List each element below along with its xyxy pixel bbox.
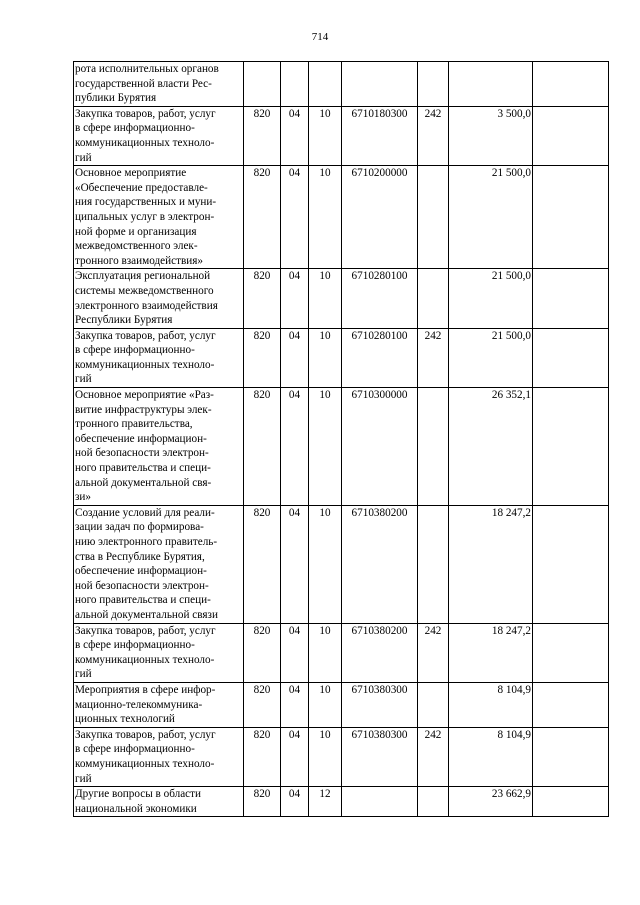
subsection-code-cell: 10: [309, 727, 342, 786]
subsection-code-cell: 10: [309, 328, 342, 387]
extra-cell: [533, 166, 609, 269]
section-code-cell: [281, 62, 309, 107]
item-name-line: Закупка товаров, работ, услуг: [75, 728, 216, 741]
amount-cell: 3 500,0: [449, 106, 533, 165]
extra-cell: [533, 787, 609, 817]
item-name-line: зации задач по формирова-: [75, 521, 204, 534]
table-row: [74, 269, 609, 328]
item-name-cell: [74, 787, 244, 817]
item-name-cell: [74, 62, 244, 107]
target-article-cell: 6710200000: [342, 166, 418, 269]
table-row: [74, 623, 609, 682]
item-name-line: гий: [75, 668, 92, 681]
target-article-cell: 6710380200: [342, 623, 418, 682]
amount-cell: 21 500,0: [449, 328, 533, 387]
item-name-line: в сфере информационно-: [75, 122, 195, 135]
item-name-line: гий: [75, 373, 92, 386]
table-row: [74, 787, 609, 817]
subsection-code-cell: 10: [309, 166, 342, 269]
item-name-line: зи»: [75, 491, 92, 504]
target-article-cell: 6710180300: [342, 106, 418, 165]
table-row: [74, 166, 609, 269]
table-row: [74, 106, 609, 165]
item-name-cell: [74, 166, 244, 269]
ministry-code-cell: [244, 62, 281, 107]
subsection-code-cell: 10: [309, 623, 342, 682]
budget-table-body: [74, 62, 609, 817]
item-name-line: Основное мероприятие «Раз-: [75, 389, 214, 402]
subsection-code-cell: 10: [309, 505, 342, 623]
expense-type-cell: [418, 62, 449, 107]
item-name-line: Создание условий для реали-: [75, 506, 215, 519]
amount-cell: 8 104,9: [449, 682, 533, 727]
ministry-code-cell: 820: [244, 505, 281, 623]
item-name-line: государственной власти Рес-: [75, 77, 212, 90]
target-article-cell: [342, 787, 418, 817]
item-name-cell: [74, 269, 244, 328]
table-row: [74, 505, 609, 623]
amount-cell: 18 247,2: [449, 505, 533, 623]
item-name-line: Другие вопросы в области: [75, 788, 202, 801]
target-article-cell: 6710380300: [342, 682, 418, 727]
ministry-code-cell: 820: [244, 787, 281, 817]
item-name-line: Республики Бурятия: [75, 314, 173, 327]
section-code-cell: 04: [281, 269, 309, 328]
item-name-line: тронного правительства,: [75, 418, 193, 431]
item-name-line: Закупка товаров, работ, услуг: [75, 624, 216, 637]
ministry-code-cell: 820: [244, 106, 281, 165]
subsection-code-cell: 10: [309, 682, 342, 727]
budget-table: [73, 61, 609, 817]
expense-type-cell: [418, 505, 449, 623]
amount-cell: 8 104,9: [449, 727, 533, 786]
item-name-cell: [74, 623, 244, 682]
ministry-code-cell: 820: [244, 623, 281, 682]
item-name-line: публики Бурятия: [75, 92, 157, 105]
expense-type-cell: 242: [418, 623, 449, 682]
section-code-cell: 04: [281, 388, 309, 506]
item-name-line: рота исполнительных органов: [75, 63, 219, 75]
section-code-cell: 04: [281, 727, 309, 786]
item-name-line: «Обеспечение предоставле-: [75, 181, 208, 194]
extra-cell: [533, 62, 609, 107]
extra-cell: [533, 727, 609, 786]
ministry-code-cell: 820: [244, 328, 281, 387]
expense-type-cell: 242: [418, 727, 449, 786]
item-name-line: коммуникационных техноло-: [75, 757, 215, 770]
table-row: [74, 62, 609, 107]
ministry-code-cell: 820: [244, 727, 281, 786]
extra-cell: [533, 106, 609, 165]
item-name-line: ной форме и организация: [75, 225, 197, 238]
item-name-line: системы межведомственного: [75, 284, 214, 297]
amount-cell: 23 662,9: [449, 787, 533, 817]
section-code-cell: 04: [281, 623, 309, 682]
subsection-code-cell: 10: [309, 388, 342, 506]
item-name-cell: [74, 328, 244, 387]
item-name-line: ционных технологий: [75, 713, 175, 726]
target-article-cell: 6710300000: [342, 388, 418, 506]
ministry-code-cell: 820: [244, 269, 281, 328]
item-name-line: гий: [75, 772, 92, 785]
item-name-line: ной безопасности электрон-: [75, 579, 209, 592]
item-name-cell: [74, 727, 244, 786]
target-article-cell: [342, 62, 418, 107]
table-row: [74, 727, 609, 786]
section-code-cell: 04: [281, 682, 309, 727]
item-name-line: нию электронного правитель-: [75, 536, 218, 548]
page-number: 714: [311, 31, 329, 43]
item-name-line: электронного взаимодействия: [75, 299, 218, 312]
ministry-code-cell: 820: [244, 388, 281, 506]
item-name-line: Основное мероприятие: [75, 167, 187, 180]
section-code-cell: 04: [281, 328, 309, 387]
item-name-line: коммуникационных техноло-: [75, 653, 215, 666]
ministry-code-cell: 820: [244, 166, 281, 269]
table-row: [74, 388, 609, 506]
extra-cell: [533, 328, 609, 387]
item-name-cell: [74, 505, 244, 623]
item-name-line: межведомственного элек-: [75, 240, 198, 253]
item-name-line: ния государственных и муни-: [75, 196, 217, 209]
extra-cell: [533, 505, 609, 623]
item-name-line: коммуникационных техноло-: [75, 136, 215, 149]
item-name-line: ципальных услуг в электрон-: [75, 210, 215, 223]
item-name-cell: [74, 682, 244, 727]
item-name-line: коммуникационных техноло-: [75, 358, 215, 371]
expense-type-cell: 242: [418, 328, 449, 387]
amount-cell: 21 500,0: [449, 269, 533, 328]
table-row: [74, 328, 609, 387]
section-code-cell: 04: [281, 166, 309, 269]
expense-type-cell: [418, 388, 449, 506]
subsection-code-cell: 10: [309, 106, 342, 165]
target-article-cell: 6710380200: [342, 505, 418, 623]
item-name-cell: [74, 388, 244, 506]
item-name-line: гий: [75, 151, 92, 164]
item-name-line: Закупка товаров, работ, услуг: [75, 107, 216, 120]
item-name-line: витие инфраструктуры элек-: [75, 403, 212, 416]
target-article-cell: 6710380300: [342, 727, 418, 786]
item-name-line: Мероприятия в сфере инфор-: [75, 683, 216, 696]
item-name-line: мационно-телекоммуника-: [75, 698, 203, 711]
amount-cell: 26 352,1: [449, 388, 533, 506]
amount-cell: 18 247,2: [449, 623, 533, 682]
extra-cell: [533, 682, 609, 727]
amount-cell: 21 500,0: [449, 166, 533, 269]
item-name-line: в сфере информационно-: [75, 639, 195, 652]
subsection-code-cell: 12: [309, 787, 342, 817]
subsection-code-cell: [309, 62, 342, 107]
section-code-cell: 04: [281, 106, 309, 165]
item-name-line: Закупка товаров, работ, услуг: [75, 329, 216, 342]
item-name-line: Эксплуатация региональной: [75, 270, 211, 283]
section-code-cell: 04: [281, 787, 309, 817]
item-name-line: тронного взаимодействия»: [75, 254, 203, 267]
item-name-line: обеспечение информацион-: [75, 565, 207, 578]
extra-cell: [533, 388, 609, 506]
section-code-cell: 04: [281, 505, 309, 623]
extra-cell: [533, 623, 609, 682]
item-name-line: ного правительства и специ-: [75, 594, 211, 607]
item-name-line: альной документальной связи: [75, 608, 218, 621]
item-name-cell: [74, 106, 244, 165]
expense-type-cell: [418, 269, 449, 328]
item-name-line: в сфере информационно-: [75, 344, 195, 357]
item-name-line: национальной экономики: [75, 802, 197, 815]
target-article-cell: 6710280100: [342, 269, 418, 328]
subsection-code-cell: 10: [309, 269, 342, 328]
item-name-line: обеспечение информацион-: [75, 432, 207, 445]
item-name-line: ства в Республике Бурятия,: [75, 550, 205, 563]
item-name-line: альной документальной свя-: [75, 476, 212, 489]
amount-cell: [449, 62, 533, 107]
expense-type-cell: [418, 166, 449, 269]
target-article-cell: 6710280100: [342, 328, 418, 387]
table-row: [74, 682, 609, 727]
ministry-code-cell: 820: [244, 682, 281, 727]
expense-type-cell: 242: [418, 106, 449, 165]
extra-cell: [533, 269, 609, 328]
item-name-line: ной безопасности электрон-: [75, 447, 209, 460]
item-name-line: в сфере информационно-: [75, 743, 195, 756]
expense-type-cell: [418, 682, 449, 727]
item-name-line: ного правительства и специ-: [75, 462, 211, 475]
expense-type-cell: [418, 787, 449, 817]
